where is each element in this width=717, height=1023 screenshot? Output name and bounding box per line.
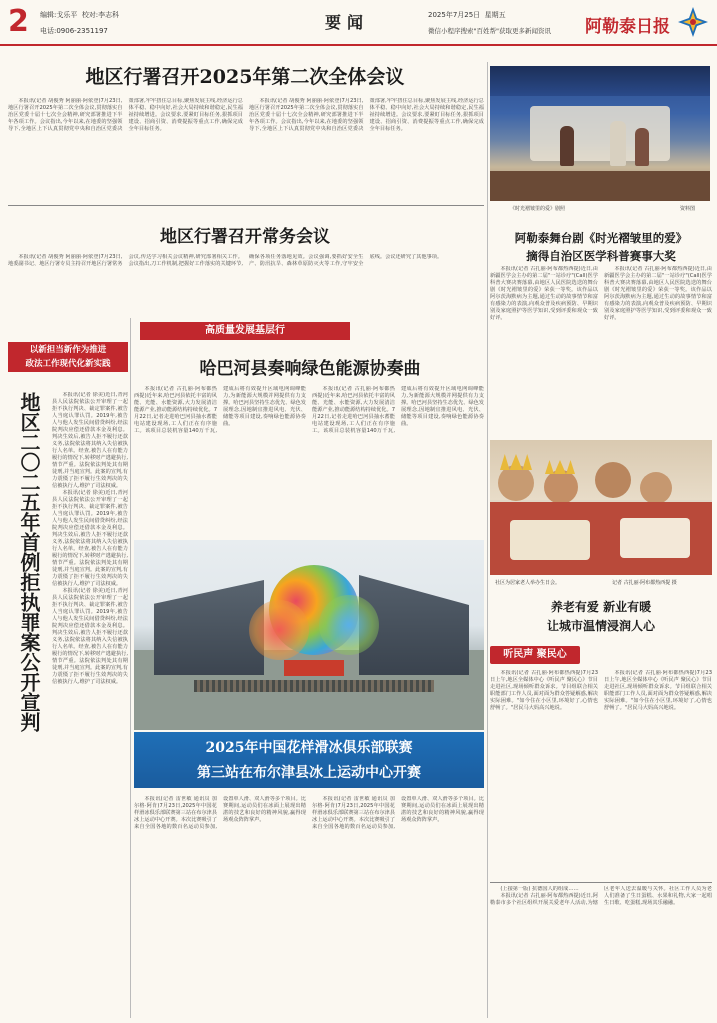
meeting-paragraph: 本报讯(记者 胡俊秀 阿丽丽·阿依登)7月23日,地区行署召开2025年第二次全体会议,贯彻落实自治区党委十届十七次全会精神,研究部署推进下半年各项工作。会议指出,今年以来,在地委的坚强领导下,全地区上下认真贯彻党中央和自治区党委决策部署,牢牢扭住总目标,聚焦发展主线,经济运行总体平稳、稳中向好,社会大局持续和谐稳定,民生福祉持续增进。会议要求,要紧盯目标任务,狠抓项目建设、招商引资、消费提振等重点工作,确保完成全年目标任务。 xyxy=(8,98,243,132)
dance-paragraph-repeat: 本报讯(记者 古扎丽·阿布都热西提)近日,由新疆医学会主办的第二届"一站诊疗"(Call)医学科普大赛决赛落幕,由地区人民医院选送的舞台剧《时光褶皱里的爱》荣获一等奖。该作品以阿尔茨海默病为主题,通过生动的故事情节和富有感染力的表演,向观众普及疾病预防、早期识别及家庭照护等医学知识,受到评委和观众一致好评。 xyxy=(604,266,712,321)
listen-banner xyxy=(490,646,580,664)
page-header xyxy=(0,0,717,46)
hydro-kicker-text: 高质量发展基层行 xyxy=(205,325,285,336)
execution-paragraph-repeat-2: 本报讯(记者 徐美)近日,青河县人民法院依法公开审理了一起拒不执行判决、裁定罪案件,被告人当庭认罪认罚。2019年,被告人与他人发生民间借贷纠纷,经法院判决应偿还借款本金及利息。判决生效后,被告人拒不履行还款义务,法院依法将其纳入失信被执行人名单。经查,被告人在有能力履行的情况下,转移财产逃避执行,情节严重。法院依法判处其有期徒刑,并当庭宣判。此案的宣判,有力震慑了拒不履行生效判决的失信被执行人,维护了司法权威。 xyxy=(52,588,128,685)
meeting-paragraph-repeat: 本报讯(记者 胡俊秀 阿丽丽·阿依登)7月23日,地区行署召开2025年第二次全体会议,贯彻落实自治区党委十届十七次全会精神,研究部署推进下半年各项工作。会议指出,今年以来,在地委的坚强领导下,全地区上下认真贯彻党中央和自治区党委决策部署,牢牢扭住总目标,聚焦发展主线,经济运行总体平稳、稳中向好,社会大局持续和谐稳定,民生福祉持续增进。会议要求,要紧盯目标任务,狠抓项目建设、招商引资、消费提振等重点工作,确保完成全年目标任务。 xyxy=(249,98,484,132)
dance-paragraph: 本报讯(记者 古扎丽·阿布都热西提)近日,由新疆医学会主办的第二届"一站诊疗"(Call)医学科普大赛决赛落幕,由地区人民医院选送的舞台剧《时光褶皱里的爱》荣获一等奖。该作品以阿尔茨海默病为主题,通过生动的故事情节和富有感染力的表演,向观众普及疾病预防、早期识别及家庭照护等医学知识,受到评委和观众一致好评。 xyxy=(490,266,598,321)
hydro-paragraph: 本报讯(记者 古扎丽·阿布都热西提)近年来,哈巴河县依托丰富的风能、光能、水能资源,大力发展清洁能源产业,推动能源结构持续优化。7月22日,记者走进哈巴河县抽水蓄能电站建设现场,工人们正在有序施工。该项目总装机容量140万千瓦,建成后将有效提升区域电网调峰能力,为新能源大规模并网提供有力支撑。哈巴河县坚持生态优先、绿色发展理念,因地制宜推进风电、光伏、储能等项目建设,奏响绿色能源协奏曲。 xyxy=(134,386,307,434)
execution-kicker-line2: 政法工作现代化新实践 xyxy=(25,359,111,369)
continuation-paragraph: (上接第一版) 抗德国人的组成…… xyxy=(500,886,579,892)
phone-info: 电话:0906-2351197 xyxy=(40,27,108,35)
listen-paragraph: 本报讯(记者 古扎丽·阿布都热西提)7月23日上午,地区全媒体中心《听民声 聚民心》节目走进社区,现场倾听群众诉求。节目组联合相关职能部门工作人员,面对面为群众答疑解惑,解决实际困难。"如今住在小区里,环境好了,心情也舒畅了。"居民马大妈高兴地说。 xyxy=(490,670,598,711)
ice-title-line1: 2025年中国花样滑冰俱乐部联赛 xyxy=(205,740,413,756)
execution-paragraph-repeat: 本报讯(记者 徐美)近日,青河县人民法院依法公开审理了一起拒不执行判决、裁定罪案件,被告人当庭认罪认罚。2019年,被告人与他人发生民间借贷纠纷,经法院判决应偿还借款本金及利息。判决生效后,被告人拒不履行还款义务,法院依法将其纳入失信被执行人名单。经查,被告人在有能力履行的情况下,转移财产逃避执行,情节严重。法院依法判处其有期徒刑,并当庭宣判。此案的宣判,有力震慑了拒不履行生效判决的失信被执行人,维护了司法权威。 xyxy=(52,490,128,587)
header-divider xyxy=(0,44,717,46)
execution-title: 地区二〇二五年首例拒执罪案公开宣判 xyxy=(17,392,41,732)
paper-name: 阿勒泰日报 xyxy=(585,17,670,37)
ice-paragraph: 本报讯(记者 雷世敏 通讯员 加尔格·阿肯)7月23日,2025年中国花样滑冰俱乐部联赛第三站在布尔津县冰上运动中心开赛。本次比赛吸引了来自全国各地的数百名运动员参加,设置单人滑、双人滑等多个项目。比赛期间,运动员们在冰面上展现出精湛的技艺和良好的精神风貌,赢得现场观众阵阵掌声。 xyxy=(134,796,307,830)
column-rule-left xyxy=(130,318,131,1018)
editor-info xyxy=(40,10,119,20)
ice-rink-photo xyxy=(134,540,484,730)
page-number: 2 xyxy=(8,4,29,39)
continuation-body xyxy=(490,886,712,1016)
elderly-photo-credit: 记者 古扎丽·阿布都热西提 摄 xyxy=(612,580,677,586)
paper-logo-icon xyxy=(677,6,709,38)
date-info xyxy=(428,10,506,20)
column-rule-right xyxy=(487,62,488,1018)
bottom-right-divider xyxy=(490,882,712,883)
elderly-title-line1: 养老有爱 新业有暖 xyxy=(550,600,652,614)
hydro-kicker xyxy=(140,322,350,340)
listen-banner-text: 听民声 聚民心 xyxy=(503,649,567,660)
editor-label: 编辑:戈乐平 xyxy=(40,11,78,19)
listen-paragraph-repeat: 本报讯(记者 古扎丽·阿布都热西提)7月23日上午,地区全媒体中心《听民声 聚民心》节目走进社区,现场倾听群众诉求。节目组联合相关职能部门工作人员,面对面为群众答疑解惑,解决实际困难。"如今住在小区里,环境好了,心情也舒畅了。"居民马大妈高兴地说。 xyxy=(604,670,712,711)
section-name: 要闻 xyxy=(325,13,370,32)
dance-title-line1: 阿勒泰舞台剧《时光褶皱里的爱》 xyxy=(514,231,688,245)
wechat-note: 微信小程序搜索"百姓帮"获取更多新闻资讯 xyxy=(428,27,551,35)
hydro-title: 哈巴河县奏响绿色能源协奏曲 xyxy=(199,359,421,379)
meeting-body xyxy=(8,98,484,201)
dance-photo-credit: 资料图 xyxy=(680,206,696,212)
proofreader-label: 校对:李志科 xyxy=(81,11,120,19)
executive-paragraph: 本报讯(记者 胡俊秀 阿丽丽·阿依登)7月23日,地委副书记、地区行署专员主持召开地区行署常务会议,传达学习相关会议精神,研究部署相关工作。会议指出,刀工作机制,把握好工作落实的关键环节,确保各项任务落地见效。会议强调,要抓好安全生产、防汛抗旱、森林草原防灭火等工作,守牢安全底线。会议还研究了其他事项。 xyxy=(8,254,443,267)
weekday: 星期五 xyxy=(484,11,506,19)
listen-body xyxy=(490,670,712,878)
elderly-photo-caption: 社区为居家老人举办生日会。 xyxy=(495,580,561,586)
elderly-photo xyxy=(490,440,712,575)
date: 2025年7月25日 xyxy=(428,11,481,19)
execution-body xyxy=(52,392,128,1012)
ice-title-line2: 第三站在布尔津县冰上运动中心开赛 xyxy=(197,765,421,781)
dance-photo xyxy=(490,66,710,201)
execution-kicker xyxy=(8,342,128,372)
meeting-title: 地区行署召开2025年第二次全体会议 xyxy=(85,66,405,88)
hydro-body xyxy=(134,386,484,534)
ice-body xyxy=(134,796,484,1016)
dance-title-line2: 摘得自治区医学科普赛事大奖 xyxy=(526,249,676,263)
executive-title: 地区行署召开常务会议 xyxy=(160,227,330,247)
execution-kicker-line1: 以新担当新作为推进 xyxy=(29,345,107,355)
executive-body xyxy=(8,254,484,314)
elderly-title-line2: 让城市温情浸润人心 xyxy=(546,619,655,633)
dance-photo-caption: 《时光褶皱里的爱》剧照 xyxy=(510,206,566,212)
executive-divider xyxy=(8,205,484,206)
ice-title-banner xyxy=(134,732,484,788)
execution-paragraph: 本报讯(记者 徐美)近日,青河县人民法院依法公开审理了一起拒不执行判决、裁定罪案件,被告人当庭认罪认罚。2019年,被告人与他人发生民间借贷纠纷,经法院判决应偿还借款本金及利息。判决生效后,被告人拒不履行还款义务,法院依法将其纳入失信被执行人名单。经查,被告人在有能力履行的情况下,转移财产逃避执行,情节严重。法院依法判处其有期徒刑,并当庭宣判。此案的宣判,有力震慑了拒不履行生效判决的失信被执行人,维护了司法权威。 xyxy=(52,392,128,489)
ice-paragraph-repeat: 本报讯(记者 雷世敏 通讯员 加尔格·阿肯)7月23日,2025年中国花样滑冰俱乐部联赛第三站在布尔津县冰上运动中心开赛。本次比赛吸引了来自全国各地的数百名运动员参加,设置单人滑、双人滑等多个项目。比赛期间,运动员们在冰面上展现出精湛的技艺和良好的精神风貌,赢得现场观众阵阵掌声。 xyxy=(312,796,484,830)
hydro-paragraph-repeat: 本报讯(记者 古扎丽·阿布都热西提)近年来,哈巴河县依托丰富的风能、光能、水能资源,大力发展清洁能源产业,推动能源结构持续优化。7月22日,记者走进哈巴河县抽水蓄能电站建设现场,工人们正在有序施工。该项目总装机容量140万千瓦,建成后将有效提升区域电网调峰能力,为新能源大规模并网提供有力支撑。哈巴河县坚持生态优先、绿色发展理念,因地制宜推进风电、光伏、储能等项目建设,奏响绿色能源协奏曲。 xyxy=(312,386,484,434)
dance-body xyxy=(490,266,712,434)
continuation-paragraph-2: 本报讯(记者 古扎丽·阿布都热西提)近日,阿勒泰市多个社区组织开展关爱老年人活动,为辖区老年人送去温暖与关怀。社区工作人员为老人们准备了生日蛋糕、水果和礼物,大家一起唱生日歌、吃蛋糕,现场其乐融融。 xyxy=(490,886,712,906)
